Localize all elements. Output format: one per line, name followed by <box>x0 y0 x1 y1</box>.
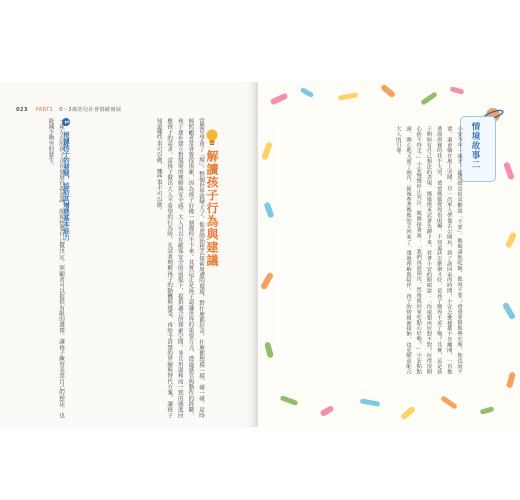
page-number: 023 <box>16 107 28 113</box>
confetti <box>380 84 396 99</box>
subheading-text: 根據孩子的發展，協助其增進基本能力 <box>62 131 70 241</box>
book-title: 0～3歲幼兒社會情緒發展 <box>59 107 122 113</box>
confetti <box>338 92 359 100</box>
body-text: 當嬰兒學會了「爬」，整個世界就變大了，他會開始想去探索周遭的環境，對什麼都好奇，什麼都想摸一摸、碰一碰。這時候照顧者常會覺得很累，因為孩子好像一刻都停不下來。其實這正是孩子認識世界的重要方式，透過感官與動作的經驗，孩子逐步建立對環境的理解與安全感。大人可以在確保安全的前提下，提供適合的探索空間，並且用溫和而一致的態度回應孩子的需求。當孩子做出大人不希望的行為時，先試著理解孩子的動機與感受，再給予清楚的界線與替代方案，讓孩子知道哪些事可以做、哪些事不可以做。 <box>155 118 204 418</box>
section-title: 解讀孩子行為與建議 <box>205 150 219 267</box>
confetti <box>480 406 495 414</box>
confetti <box>440 395 458 409</box>
confetti <box>261 142 273 161</box>
left-page <box>0 82 258 427</box>
lightbulb-icon <box>205 128 219 146</box>
confetti <box>450 86 465 94</box>
book-spread <box>0 82 520 427</box>
subheading-number: 1 <box>62 118 70 126</box>
confetti <box>280 395 299 406</box>
part-label: PART1 <box>35 107 54 113</box>
body-text-2: 一歲左右的孩子正在發展自我意識，開始想要自己做決定。照顧者可以提供有限的選擇，讓孩子練習表達自己的想法，也能減少衝突的發生。 <box>47 118 64 418</box>
confetti <box>506 371 516 388</box>
confetti <box>503 162 515 181</box>
story-text: 小安今年一歲半，最近總是很喜歡說「不要」。媽媽請他吃飯，他說不要；爸爸要幫他換衣服，他也說不要，還會躺在地上哭鬧。有一次家人帶他去公園玩，到了該回家的時間，小安怎麼樣都不肯離開，一直抱著溜滑梯的扶手大哭。爸爸媽媽覺得很困擾，不知道該怎麼辦才好，是孩子變得不乖了嗎？其實，這是孩子開始有自己想法的表現。媽媽後來試著先蹲下來，看著小安的眼睛說：「你還想再玩對不對？玩得很開心捨不得走。」小安慢慢停止哭泣。媽媽接著說：「我們再溜兩次，然後就回家吃點心好嗎？」小安點點頭，開心地又溜了兩次，最後牽著媽媽的手回家了。透過理解與陪伴，孩子的情緒被接納，也更願意配合大人的引導。 <box>394 126 462 374</box>
confetti <box>319 405 334 417</box>
confetti <box>505 231 517 248</box>
confetti <box>400 406 416 421</box>
confetti <box>270 92 289 105</box>
confetti <box>300 87 315 98</box>
story-title-box <box>460 116 496 186</box>
confetti <box>263 201 274 218</box>
confetti <box>260 272 274 291</box>
confetti <box>420 91 438 105</box>
confetti <box>360 398 381 406</box>
story-title: 情境故事二 <box>470 122 480 170</box>
confetti <box>502 302 516 321</box>
right-page <box>260 82 520 427</box>
running-header <box>16 106 121 113</box>
confetti <box>264 341 274 358</box>
